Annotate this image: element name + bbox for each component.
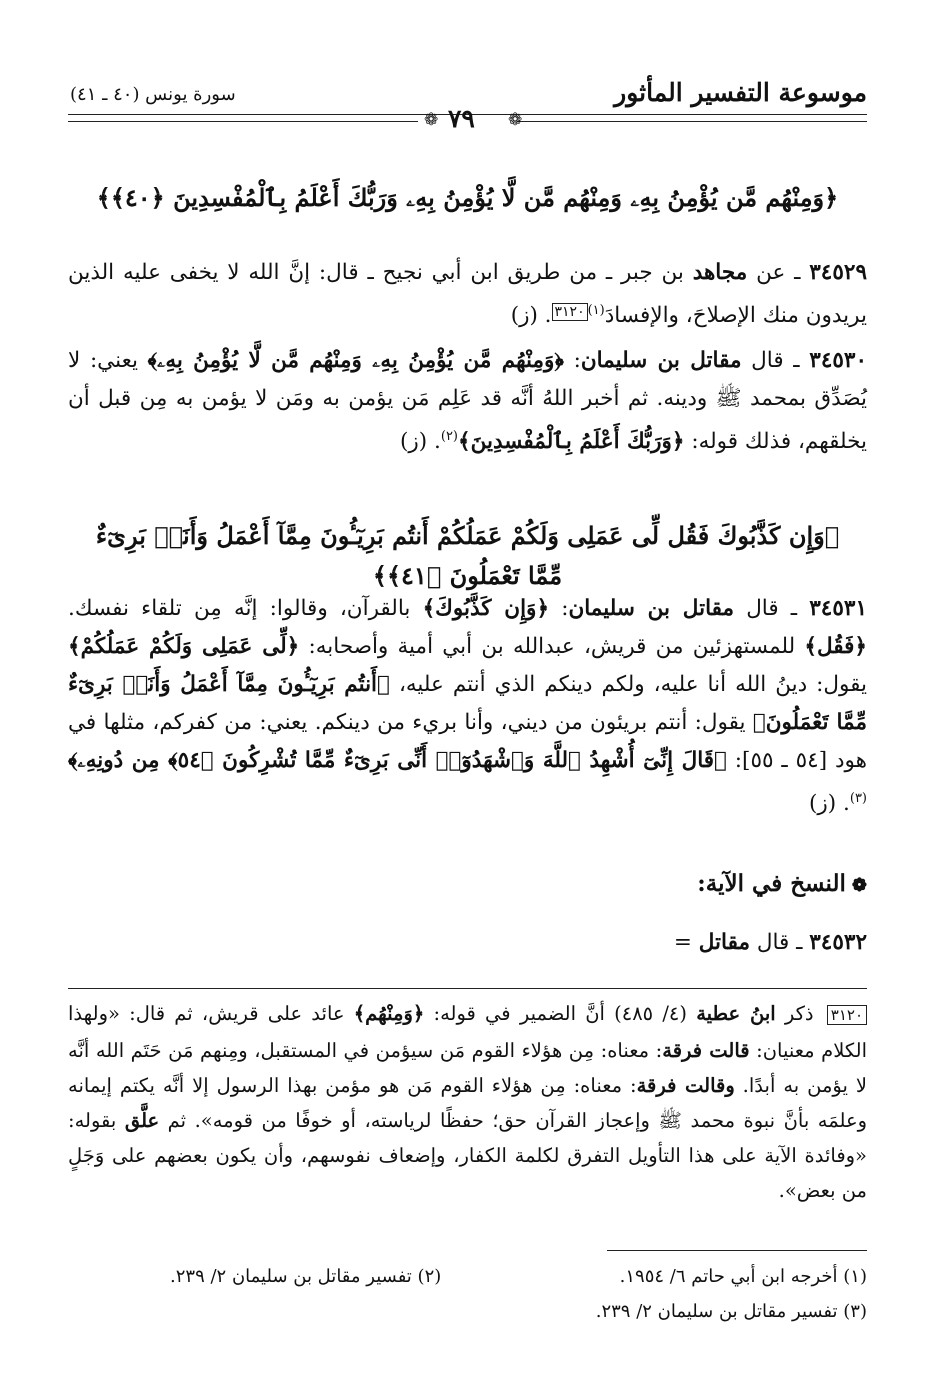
opinion-label: وقالت فرقة bbox=[636, 1074, 735, 1097]
quran-verse-41: ﴿وَإِن كَذَّبُوكَ فَقُل لِّى عَمَلِى وَلَكُمْ عَمَلُكُمْ أَنتُم بَرِيٓـُٔونَ مِمَّآ أَعْمَلُ وَأَنَا۠ بَرِىٓءٌ مِّمَّا تَعْمَلُونَ ﴿٤١﴾﴾ bbox=[95, 521, 840, 590]
text: بقوله: «وفائدة الآية على هذا التأويل التفرق لكلمة الكفار، وإضعاف نفوسهم، وأن يكون بعضهم على وَجَلٍ من بعض». bbox=[68, 1109, 867, 1202]
footnote-ref[interactable]: (٣) bbox=[849, 791, 867, 806]
narration-number: ٣٤٥٣٠ bbox=[809, 348, 868, 373]
text: : bbox=[563, 348, 581, 373]
opinion-label: قالت فرقة bbox=[662, 1039, 750, 1062]
page-number: ٧٩ bbox=[448, 104, 475, 133]
text: عليه الذين يريدون منك الإصلاحَ، والإفسادَ bbox=[68, 260, 867, 329]
text: : معناه: مِن هؤلاء القوم مَن هو مؤمن بهذا الرسول إلا أنَّه يكتم إيمانه وعلمَه بأنَّ نبوة محمد ﷺ وإعجاز القرآن حق؛ حفظًا لرياسته، أو خوفًا من قومه». ثم bbox=[68, 1074, 868, 1132]
text: (٤/ ٤٨٥) أنَّ الضمير في قوله: bbox=[424, 1002, 697, 1025]
flower-icon: ❁ bbox=[851, 875, 867, 896]
text: : معناه: مِن هؤلاء القوم مَن سيؤمن في المستقبل، ومِنهم مَن حَتَم الله أنَّه لا يؤمن به أبدًا. bbox=[68, 1039, 867, 1097]
narration-number: ٣٤٥٢٩ bbox=[809, 260, 867, 285]
text: للمستهزئين من قريش، عبدالله بن أبي أمية وأصحابه: bbox=[299, 634, 805, 659]
quran-verse-40: ﴿وَمِنْهُم مَّن يُؤْمِنُ بِهِۦ وَمِنْهُم مَّن لَّا يُؤْمِنُ بِهِۦ وَرَبُّكَ أَعْلَمُ بِٱلْمُفْسِدِينَ ﴿٤٠﴾﴾ bbox=[96, 183, 839, 212]
text: ذكر bbox=[775, 1002, 823, 1025]
quran-quote: ﴿فَقُل﴾ bbox=[804, 634, 868, 659]
footnote-rule bbox=[607, 1250, 867, 1251]
source-code: . (ز) bbox=[400, 429, 441, 455]
commentary-note bbox=[68, 996, 867, 1208]
text: عائد على قريش، ثم قال: «ولهذا الكلام معنيان: bbox=[68, 1002, 867, 1062]
text: ـ عن bbox=[747, 260, 810, 285]
quran-quote: ﴿وَرَبُّكَ أَعْلَمُ بِٱلْمُفْسِدِينَ﴾ bbox=[458, 429, 685, 455]
note-ref-box[interactable]: ٣١٢٠ bbox=[552, 303, 588, 321]
quran-quote: ﴿قَالَ إِنِّىٓ أُشْهِدُ ٱللَّهَ وَٱشْهَدُوٓا۟ أَنِّى بَرِىٓءٌ مِّمَّا تُشْرِكُونَ ﴿٥٤﴾ مِن دُونِهِۦ﴾ bbox=[68, 748, 727, 773]
source-code: . (ز) bbox=[510, 303, 552, 329]
comment-label: علَّق bbox=[124, 1109, 160, 1132]
header-rule-right bbox=[517, 121, 867, 122]
narration-34532 bbox=[68, 924, 867, 962]
narration-number: ٣٤٥٣١ bbox=[809, 596, 867, 621]
text: ـ قال bbox=[741, 348, 810, 373]
narrator-name: مجاهد bbox=[692, 260, 748, 285]
section-heading-text: النسخ في الآية: bbox=[697, 870, 846, 897]
footnote-2: (٢) تفسير مقاتل بن سليمان ٢/ ٢٣٩. bbox=[170, 1266, 442, 1287]
quran-quote: ﴿وَإِن كَذَّبُوكَ﴾ bbox=[422, 596, 550, 621]
footnote-1: (١) أخرجه ابن أبي حاتم ٦/ ١٩٥٤. bbox=[619, 1266, 867, 1287]
narration-34529 bbox=[68, 254, 867, 335]
text: يعني: لا يُصَدِّق بمحمد ﷺ ودينه. ثم أخبر اللهُ أنَّه قد عَلِم مَن يؤمن به ومَن لا يؤمن به مِن قبل أن يخلقهم، فذلك قوله: bbox=[68, 348, 867, 455]
text: يقول: دينُ الله أنا عليه، ولكم دينكم الذي أنتم عليه، bbox=[389, 672, 868, 697]
text: ـ قال bbox=[734, 596, 810, 621]
header-rule-left bbox=[68, 121, 418, 122]
note-number-box: ٣١٢٠ bbox=[827, 1005, 867, 1025]
ornament-icon: ❁ bbox=[508, 110, 523, 130]
narrator-name: مقاتل بن سليمان bbox=[580, 348, 742, 373]
text: : bbox=[549, 596, 569, 621]
sura-label: سورة يونس (٤٠ ـ ٤١) bbox=[70, 84, 236, 105]
quran-quote: ﴿وَمِنْهُم مَّن يُؤْمِنُ بِهِۦ وَمِنْهُم مَّن لَّا يُؤْمِنُ بِهِۦ﴾ bbox=[147, 348, 564, 373]
quran-quote: ﴿وَمِنْهُم﴾ bbox=[353, 1002, 425, 1025]
quran-quote: ﴿لِّى عَمَلِى وَلَكُمْ عَمَلُكُمْ﴾ bbox=[68, 634, 300, 659]
ornament-icon: ❁ bbox=[424, 110, 439, 130]
text: بالقرآن، وقالوا: إنَّه مِن تلقاء نفسك. bbox=[68, 596, 423, 621]
narrator-name: مقاتل بن سليمان bbox=[568, 596, 735, 621]
narration-number: ٣٤٥٣٢ bbox=[809, 930, 867, 955]
note-divider bbox=[68, 988, 867, 989]
text: ـ قال bbox=[749, 930, 810, 955]
footnote-ref[interactable]: (١) bbox=[587, 303, 605, 318]
footnote-ref[interactable]: (٢) bbox=[440, 429, 458, 444]
footnote-3: (٣) تفسير مقاتل بن سليمان ٢/ ٢٣٩. bbox=[595, 1301, 867, 1322]
text: بن جبر ـ من طريق ابن أبي نجيح ـ قال: إنَّ الله لا يخفى bbox=[169, 260, 693, 285]
book-title: موسوعة التفسير المأثور bbox=[614, 78, 867, 107]
text: = bbox=[673, 930, 699, 955]
scholar-name: ابنُ عطية bbox=[696, 1002, 776, 1025]
narrator-name: مقاتل bbox=[698, 930, 750, 955]
narration-34530 bbox=[68, 342, 867, 461]
section-heading bbox=[697, 870, 867, 897]
quran-quote: ﴿أَنتُم بَرِيٓـُٔونَ مِمَّآ أَعْمَلُ وَأَنَا۠ بَرِىٓءٌ مِّمَّا تَعْمَلُونَ﴾ bbox=[68, 672, 867, 735]
source-code: . (ز) bbox=[809, 791, 850, 817]
text: يقول: أنتم بريئون من ديني، وأنا بريء من دينكم. يعني: من كفركم، مثلها في هود [٥٤ ـ ٥٥]: bbox=[68, 710, 868, 773]
narration-34531 bbox=[68, 590, 867, 823]
